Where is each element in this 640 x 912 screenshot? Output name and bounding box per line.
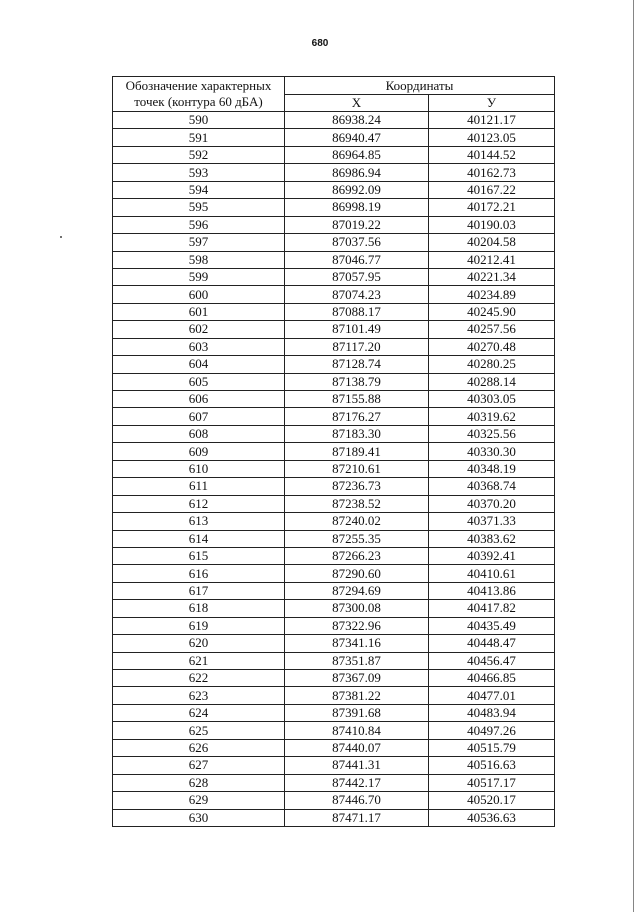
x-cell: 87322.96 <box>285 617 429 634</box>
x-cell: 87088.17 <box>285 303 429 320</box>
table-row <box>113 582 555 599</box>
x-cell: 87037.56 <box>285 234 429 251</box>
y-cell: 40520.17 <box>429 792 555 809</box>
x-cell: 87155.88 <box>285 391 429 408</box>
y-cell: 40325.56 <box>429 425 555 442</box>
y-cell: 40370.20 <box>429 495 555 512</box>
table-row <box>113 356 555 373</box>
point-cell: 593 <box>113 164 285 181</box>
x-cell: 87290.60 <box>285 565 429 582</box>
y-cell: 40536.63 <box>429 809 555 826</box>
x-cell: 87189.41 <box>285 443 429 460</box>
y-cell: 40456.47 <box>429 652 555 669</box>
point-cell: 592 <box>113 146 285 163</box>
y-cell: 40162.73 <box>429 164 555 181</box>
point-cell: 626 <box>113 739 285 756</box>
point-cell: 620 <box>113 635 285 652</box>
x-cell: 87471.17 <box>285 809 429 826</box>
x-cell: 86998.19 <box>285 199 429 216</box>
point-cell: 630 <box>113 809 285 826</box>
point-cell: 621 <box>113 652 285 669</box>
point-cell: 590 <box>113 112 285 129</box>
point-cell: 614 <box>113 530 285 547</box>
table-row <box>113 704 555 721</box>
point-cell: 591 <box>113 129 285 146</box>
table-row <box>113 792 555 809</box>
y-cell: 40121.17 <box>429 112 555 129</box>
x-cell: 87351.87 <box>285 652 429 669</box>
point-cell: 594 <box>113 181 285 198</box>
x-cell: 87046.77 <box>285 251 429 268</box>
table-row <box>113 443 555 460</box>
x-cell: 87240.02 <box>285 513 429 530</box>
point-cell: 607 <box>113 408 285 425</box>
point-cell: 606 <box>113 391 285 408</box>
y-cell: 40483.94 <box>429 704 555 721</box>
table-row <box>113 234 555 251</box>
table-row <box>113 112 555 129</box>
y-cell: 40417.82 <box>429 600 555 617</box>
table-row <box>113 199 555 216</box>
y-cell: 40392.41 <box>429 547 555 564</box>
point-cell: 622 <box>113 670 285 687</box>
y-cell: 40245.90 <box>429 303 555 320</box>
x-cell: 87442.17 <box>285 774 429 791</box>
x-cell: 87238.52 <box>285 495 429 512</box>
y-cell: 40167.22 <box>429 181 555 198</box>
point-cell: 609 <box>113 443 285 460</box>
table-row <box>113 774 555 791</box>
point-cell: 625 <box>113 722 285 739</box>
table-row <box>113 600 555 617</box>
x-cell: 86938.24 <box>285 112 429 129</box>
y-cell: 40383.62 <box>429 530 555 547</box>
x-cell: 86940.47 <box>285 129 429 146</box>
page-number: 680 <box>311 38 329 49</box>
table-row <box>113 146 555 163</box>
y-cell: 40410.61 <box>429 565 555 582</box>
point-cell: 618 <box>113 600 285 617</box>
x-cell: 87255.35 <box>285 530 429 547</box>
point-cell: 598 <box>113 251 285 268</box>
header-coordinates: Координаты <box>285 77 555 95</box>
point-cell: 612 <box>113 495 285 512</box>
x-cell: 87128.74 <box>285 356 429 373</box>
table-row <box>113 338 555 355</box>
point-cell: 613 <box>113 513 285 530</box>
header-y: У <box>429 94 555 112</box>
point-cell: 608 <box>113 425 285 442</box>
x-cell: 87138.79 <box>285 373 429 390</box>
y-cell: 40190.03 <box>429 216 555 233</box>
y-cell: 40330.30 <box>429 443 555 460</box>
y-cell: 40234.89 <box>429 286 555 303</box>
point-cell: 599 <box>113 268 285 285</box>
table-row <box>113 181 555 198</box>
table-row <box>113 251 555 268</box>
y-cell: 40448.47 <box>429 635 555 652</box>
x-cell: 87341.16 <box>285 635 429 652</box>
table-row <box>113 460 555 477</box>
table-row <box>113 530 555 547</box>
x-cell: 86964.85 <box>285 146 429 163</box>
x-cell: 87294.69 <box>285 582 429 599</box>
x-cell: 87410.84 <box>285 722 429 739</box>
table-row <box>113 164 555 181</box>
y-cell: 40368.74 <box>429 478 555 495</box>
y-cell: 40303.05 <box>429 391 555 408</box>
point-cell: 596 <box>113 216 285 233</box>
y-cell: 40221.34 <box>429 268 555 285</box>
table-row <box>113 739 555 756</box>
x-cell: 87183.30 <box>285 425 429 442</box>
y-cell: 40123.05 <box>429 129 555 146</box>
y-cell: 40270.48 <box>429 338 555 355</box>
table-row <box>113 547 555 564</box>
table-row <box>113 425 555 442</box>
table-row <box>113 303 555 320</box>
header-x: Х <box>285 94 429 112</box>
point-cell: 627 <box>113 757 285 774</box>
point-cell: 629 <box>113 792 285 809</box>
table-row <box>113 687 555 704</box>
scan-edge-line <box>633 0 634 912</box>
point-cell: 628 <box>113 774 285 791</box>
table-row <box>113 495 555 512</box>
y-cell: 40257.56 <box>429 321 555 338</box>
point-cell: 601 <box>113 303 285 320</box>
point-cell: 615 <box>113 547 285 564</box>
y-cell: 40280.25 <box>429 356 555 373</box>
table-row <box>113 635 555 652</box>
table-row <box>113 513 555 530</box>
point-cell: 624 <box>113 704 285 721</box>
y-cell: 40212.41 <box>429 251 555 268</box>
x-cell: 87074.23 <box>285 286 429 303</box>
y-cell: 40144.52 <box>429 146 555 163</box>
scan-speck <box>60 236 62 238</box>
x-cell: 87266.23 <box>285 547 429 564</box>
y-cell: 40204.58 <box>429 234 555 251</box>
x-cell: 87176.27 <box>285 408 429 425</box>
point-cell: 619 <box>113 617 285 634</box>
point-cell: 611 <box>113 478 285 495</box>
point-cell: 617 <box>113 582 285 599</box>
y-cell: 40348.19 <box>429 460 555 477</box>
table-row <box>113 286 555 303</box>
x-cell: 87210.61 <box>285 460 429 477</box>
x-cell: 87441.31 <box>285 757 429 774</box>
y-cell: 40516.63 <box>429 757 555 774</box>
table-row <box>113 129 555 146</box>
coordinates-table <box>112 76 555 827</box>
point-cell: 604 <box>113 356 285 373</box>
point-cell: 610 <box>113 460 285 477</box>
table-row <box>113 321 555 338</box>
y-cell: 40413.86 <box>429 582 555 599</box>
table-row <box>113 478 555 495</box>
y-cell: 40319.62 <box>429 408 555 425</box>
x-cell: 87019.22 <box>285 216 429 233</box>
x-cell: 86992.09 <box>285 181 429 198</box>
x-cell: 87300.08 <box>285 600 429 617</box>
y-cell: 40435.49 <box>429 617 555 634</box>
table-row <box>113 391 555 408</box>
x-cell: 87057.95 <box>285 268 429 285</box>
y-cell: 40477.01 <box>429 687 555 704</box>
point-cell: 616 <box>113 565 285 582</box>
table-row <box>113 670 555 687</box>
table-row <box>113 216 555 233</box>
y-cell: 40515.79 <box>429 739 555 756</box>
table-row <box>113 408 555 425</box>
table-row <box>113 268 555 285</box>
point-cell: 623 <box>113 687 285 704</box>
y-cell: 40172.21 <box>429 199 555 216</box>
x-cell: 87440.07 <box>285 739 429 756</box>
point-cell: 597 <box>113 234 285 251</box>
table-row <box>113 757 555 774</box>
y-cell: 40371.33 <box>429 513 555 530</box>
table-row <box>113 652 555 669</box>
point-cell: 602 <box>113 321 285 338</box>
y-cell: 40517.17 <box>429 774 555 791</box>
x-cell: 87117.20 <box>285 338 429 355</box>
point-cell: 605 <box>113 373 285 390</box>
x-cell: 87236.73 <box>285 478 429 495</box>
table-row <box>113 617 555 634</box>
x-cell: 87381.22 <box>285 687 429 704</box>
x-cell: 87101.49 <box>285 321 429 338</box>
table-header <box>113 77 555 112</box>
point-cell: 595 <box>113 199 285 216</box>
y-cell: 40497.26 <box>429 722 555 739</box>
table-body <box>113 112 555 827</box>
table-row <box>113 809 555 826</box>
table-row <box>113 722 555 739</box>
table-row <box>113 373 555 390</box>
x-cell: 87391.68 <box>285 704 429 721</box>
table-row <box>113 565 555 582</box>
x-cell: 86986.94 <box>285 164 429 181</box>
point-cell: 603 <box>113 338 285 355</box>
x-cell: 87367.09 <box>285 670 429 687</box>
y-cell: 40466.85 <box>429 670 555 687</box>
header-designation: Обозначение характерных точек (контура 60 дБА) <box>113 77 285 112</box>
point-cell: 600 <box>113 286 285 303</box>
x-cell: 87446.70 <box>285 792 429 809</box>
y-cell: 40288.14 <box>429 373 555 390</box>
